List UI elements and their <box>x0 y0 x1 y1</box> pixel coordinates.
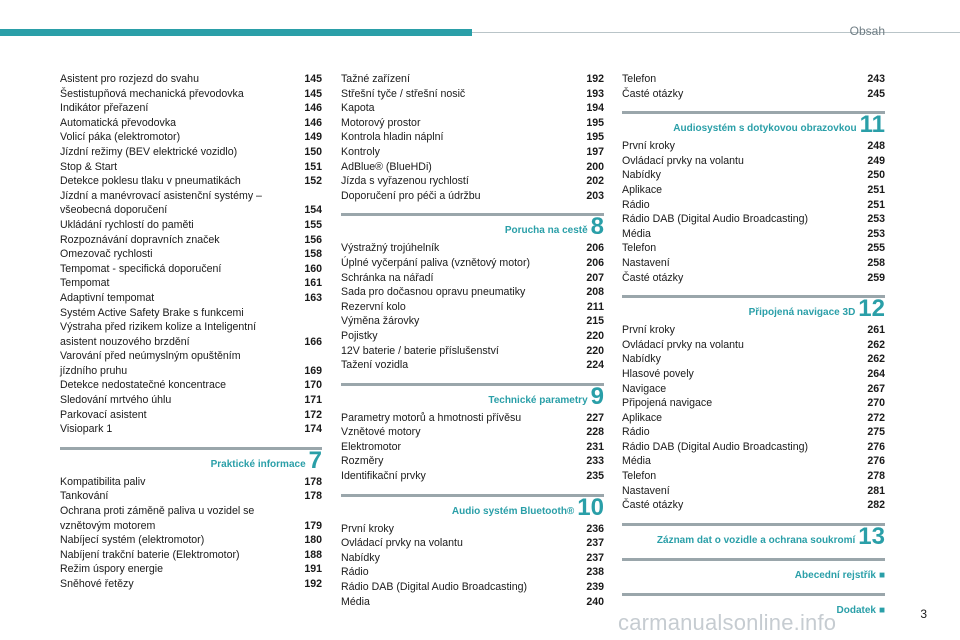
toc-entry-title: Střešní tyče / střešní nosič <box>341 87 466 100</box>
toc-entry[interactable] <box>341 411 604 426</box>
toc-entry[interactable] <box>341 314 604 329</box>
toc-entry[interactable] <box>341 565 604 580</box>
toc-entry-title: Ukládání rychlostí do paměti <box>60 218 194 231</box>
toc-entry-page: 237 <box>586 537 604 550</box>
toc-entry-page: 179 <box>304 519 322 532</box>
toc-entry-page: 151 <box>304 160 322 173</box>
toc-entry-page: 195 <box>586 131 604 144</box>
toc-entry[interactable] <box>60 548 322 563</box>
toc-entry[interactable] <box>622 498 885 513</box>
toc-entry[interactable] <box>60 393 322 408</box>
toc-entry-page: 282 <box>867 499 885 512</box>
toc-entry-title: Indikátor přeřazení <box>60 102 149 115</box>
toc-entry[interactable] <box>60 349 322 378</box>
toc-entry[interactable] <box>341 241 604 256</box>
toc-entry-title: Rezervní kolo <box>341 300 406 313</box>
toc-entry[interactable] <box>341 469 604 484</box>
toc-entry[interactable] <box>60 378 322 393</box>
toc-entry[interactable] <box>341 425 604 440</box>
toc-entry-page: 231 <box>586 440 604 453</box>
toc-entry[interactable] <box>622 139 885 154</box>
toc-entry[interactable] <box>622 440 885 455</box>
toc-entry-title: Kompatibilita paliv <box>60 475 146 488</box>
toc-entry-page: 267 <box>867 382 885 395</box>
toc-entry[interactable] <box>341 344 604 359</box>
toc-entry-title: Doporučení pro péči a údržbu <box>341 189 481 202</box>
toc-entry-page: 169 <box>304 364 322 377</box>
toc-entry[interactable] <box>341 72 604 87</box>
toc-entry-title: Časté otázky <box>622 499 684 512</box>
toc-entry-page: 236 <box>586 522 604 535</box>
toc-entry[interactable] <box>60 116 322 131</box>
toc-entry-page: 163 <box>304 291 322 304</box>
toc-entry-title: Stop & Start <box>60 160 118 173</box>
toc-entry-title: Kontroly <box>341 145 380 158</box>
toc-entry[interactable] <box>341 189 604 204</box>
toc-entry[interactable] <box>622 382 885 397</box>
section-title: Audiosystém s dotykovou obrazovkou <box>673 123 857 135</box>
section-heading-8[interactable] <box>341 213 604 241</box>
toc-entry-page: 206 <box>586 242 604 255</box>
toc-entry[interactable] <box>60 422 322 437</box>
toc-entry-title: Systém Active Safety Brake s funkcemi Výstraha před rizikem kolize a Inteligentní asistent nouzového brzdění <box>60 306 257 348</box>
toc-entry-title: Volicí páka (elektromotor) <box>60 131 181 144</box>
toc-entry-title: Tankování <box>60 490 109 503</box>
toc-entry-page: 258 <box>867 256 885 269</box>
toc-entry-title: Sada pro dočasnou opravu pneumatiky <box>341 286 526 299</box>
section-title: Záznam dat o vozidle a ochrana soukromí <box>656 534 856 546</box>
toc-entry-title: Jízda s vyřazenou rychlostí <box>341 175 469 188</box>
toc-entry-title: Připojená navigace <box>622 397 713 410</box>
toc-entry[interactable] <box>341 174 604 189</box>
toc-entry-title: Telefon <box>622 73 657 85</box>
toc-entry-title: Časté otázky <box>622 271 684 284</box>
toc-entry-page: 275 <box>867 426 885 439</box>
toc-entry-title: Pojistky <box>341 329 378 342</box>
toc-entry[interactable] <box>341 329 604 344</box>
toc-entry-title: Rádio <box>622 426 650 439</box>
toc-entry[interactable] <box>341 454 604 469</box>
toc-entry[interactable] <box>60 174 322 189</box>
section-heading-10[interactable] <box>341 494 604 519</box>
toc-entry-page: 145 <box>304 73 322 85</box>
toc-entry-title: Detekce nedostatečné koncentrace <box>60 379 227 392</box>
toc-entry-title: Jízdní režimy (BEV elektrické vozidlo) <box>60 145 238 158</box>
toc-entry-page: 194 <box>586 102 604 115</box>
toc-entry-title: Parkovací asistent <box>60 408 147 421</box>
section-heading-13[interactable] <box>622 523 885 548</box>
toc-entry[interactable] <box>622 396 885 411</box>
toc-entry-page: 220 <box>586 344 604 357</box>
toc-entry-page: 238 <box>586 566 604 579</box>
page-title: Obsah <box>849 24 885 38</box>
toc-entry[interactable] <box>341 130 604 145</box>
toc-entry[interactable] <box>341 145 604 160</box>
toc-entry-page: 264 <box>867 367 885 380</box>
toc-entry[interactable] <box>341 580 604 595</box>
toc-entry-page: 255 <box>867 242 885 255</box>
toc-entry[interactable] <box>60 247 322 262</box>
toc-entry[interactable] <box>341 595 604 610</box>
section-title: Abecední rejstřík <box>794 569 876 581</box>
toc-entry-page: 253 <box>867 213 885 226</box>
section-heading-12[interactable] <box>622 295 885 323</box>
toc-entry[interactable] <box>60 87 322 102</box>
toc-entry-title: Omezovač rychlosti <box>60 248 153 261</box>
section-heading-11[interactable] <box>622 111 885 139</box>
section-number: 10 <box>577 493 604 521</box>
toc-entry[interactable] <box>341 522 604 537</box>
header-accent-bar <box>0 29 472 36</box>
toc-entry-page: 237 <box>586 551 604 564</box>
toc-entry-title: Telefon <box>622 470 657 483</box>
section-number: 7 <box>308 446 322 474</box>
toc-entry-page: 281 <box>867 484 885 497</box>
toc-entry[interactable] <box>622 212 885 227</box>
toc-entry-title: Režim úspory energie <box>60 563 164 576</box>
toc-entry-page: 178 <box>304 475 322 488</box>
toc-entry[interactable] <box>622 367 885 382</box>
toc-entry-page: 146 <box>304 102 322 115</box>
toc-entry[interactable] <box>341 271 604 286</box>
toc-entry-page: 240 <box>586 595 604 608</box>
toc-entry-page: 161 <box>304 277 322 290</box>
toc-entry-page: 152 <box>304 175 322 188</box>
toc-entry-page: 259 <box>867 271 885 284</box>
toc-list <box>60 72 322 437</box>
section-number: 11 <box>859 111 885 139</box>
toc-entry-page: 272 <box>867 411 885 424</box>
toc-entry[interactable] <box>60 218 322 233</box>
toc-entry[interactable] <box>60 72 322 87</box>
toc-entry-page: 239 <box>586 581 604 594</box>
toc-entry-title: Parametry motorů a hmotnosti přívěsu <box>341 411 522 424</box>
toc-entry-title: Identifikační prvky <box>341 470 426 483</box>
toc-entry-title: Média <box>622 455 651 468</box>
toc-entry-page: 170 <box>304 379 322 392</box>
toc-entry[interactable] <box>60 504 322 533</box>
toc-entry-title: Ovládací prvky na volantu <box>341 537 463 550</box>
toc-entry[interactable] <box>60 233 322 248</box>
toc-entry-page: 154 <box>304 204 322 217</box>
toc-entry-page: 192 <box>586 73 604 85</box>
toc-entry[interactable] <box>60 145 322 160</box>
toc-entry-title: Motorový prostor <box>341 116 421 129</box>
toc-entry-title: Telefon <box>622 242 657 255</box>
toc-entry[interactable] <box>622 323 885 338</box>
toc-entry-page: 160 <box>304 262 322 275</box>
toc-entry-page: 248 <box>867 140 885 153</box>
toc-entry-page: 192 <box>304 578 322 590</box>
toc-entry[interactable] <box>60 489 322 504</box>
toc-entry-title: Tažné zařízení <box>341 73 410 85</box>
toc-column-2 <box>341 72 604 609</box>
toc-entry[interactable] <box>622 241 885 256</box>
toc-entry-page: 171 <box>304 394 322 407</box>
toc-entry[interactable] <box>60 291 322 306</box>
toc-list <box>341 241 604 372</box>
toc-entry-title: Média <box>341 595 370 608</box>
toc-entry-title: Detekce poklesu tlaku v pneumatikách <box>60 175 241 188</box>
toc-entry-title: Navigace <box>622 382 667 395</box>
toc-entry-title: První kroky <box>622 324 675 337</box>
toc-entry-page: 278 <box>867 470 885 483</box>
toc-entry-page: 227 <box>586 411 604 424</box>
section-title: Připojená navigace 3D <box>748 307 856 319</box>
toc-entry-title: Aplikace <box>622 411 663 424</box>
toc-list <box>60 475 322 592</box>
toc-entry-title: Ovládací prvky na volantu <box>622 154 744 167</box>
toc-entry[interactable] <box>622 454 885 469</box>
toc-entry-title: Nabídky <box>622 169 661 182</box>
toc-entry[interactable] <box>341 101 604 116</box>
toc-entry-page: 206 <box>586 256 604 269</box>
toc-entry[interactable] <box>622 227 885 242</box>
toc-entry-title: Tempomat <box>60 277 110 290</box>
toc-entry-title: Schránka na nářadí <box>341 271 434 284</box>
section-heading-9[interactable] <box>341 383 604 408</box>
toc-entry-page: 172 <box>304 408 322 421</box>
toc-entry-page: 166 <box>304 335 322 348</box>
section-number: 13 <box>858 522 885 550</box>
toc-entry-title: Asistent pro rozjezd do svahu <box>60 73 199 85</box>
toc-list <box>341 522 604 610</box>
toc-entry-title: Časté otázky <box>622 87 684 100</box>
toc-entry[interactable] <box>622 256 885 271</box>
toc-entry[interactable] <box>341 551 604 566</box>
toc-entry-page: 200 <box>586 160 604 173</box>
toc-entry-page: 243 <box>867 73 885 85</box>
toc-entry-title: Rozměry <box>341 455 384 468</box>
toc-entry-title: Nabíjecí systém (elektromotor) <box>60 534 205 547</box>
toc-entry-title: Rádio DAB (Digital Audio Broadcasting) <box>341 581 528 594</box>
toc-entry[interactable] <box>60 577 322 592</box>
toc-entry-title: Kapota <box>341 102 375 115</box>
toc-entry-page: 261 <box>867 324 885 337</box>
toc-entry-title: Elektromotor <box>341 440 402 453</box>
section-number: 12 <box>858 295 885 323</box>
toc-entry[interactable] <box>622 338 885 353</box>
toc-entry[interactable] <box>622 484 885 499</box>
header-rule <box>472 32 960 33</box>
toc-entry-page: 158 <box>304 248 322 261</box>
toc-entry[interactable] <box>341 116 604 131</box>
toc-entry[interactable] <box>60 533 322 548</box>
section-title: Dodatek <box>836 604 876 616</box>
toc-list <box>341 411 604 484</box>
toc-entry[interactable] <box>60 562 322 577</box>
toc-entry-title: Visiopark 1 <box>60 423 113 436</box>
toc-entry-page: 145 <box>304 87 322 100</box>
toc-list <box>622 72 885 101</box>
toc-entry-page: 193 <box>586 87 604 100</box>
square-marker-icon: ■ <box>878 569 885 581</box>
toc-entry-page: 155 <box>304 218 322 231</box>
toc-entry-title: Úplné vyčerpání paliva (vznětový motor) <box>341 256 531 269</box>
section-heading-7[interactable] <box>60 447 322 472</box>
toc-entry-title: AdBlue® (BlueHDi) <box>341 160 432 173</box>
toc-entry-title: Rádio <box>341 566 369 579</box>
toc-entry-page: 149 <box>304 131 322 144</box>
toc-list <box>622 323 885 513</box>
toc-entry[interactable] <box>60 408 322 423</box>
section-number: 8 <box>590 213 604 241</box>
toc-entry-title: Adaptivní tempomat <box>60 291 155 304</box>
toc-entry[interactable] <box>341 256 604 271</box>
toc-entry[interactable] <box>60 306 322 350</box>
toc-entry-page: 178 <box>304 490 322 503</box>
toc-entry-page: 202 <box>586 175 604 188</box>
toc-entry-title: Jízdní a manévrovací asistenční systémy – všeobecná doporučení <box>60 189 262 217</box>
toc-column-3 <box>622 72 885 621</box>
toc-entry-title: Nastavení <box>622 256 670 269</box>
toc-entry[interactable] <box>60 101 322 116</box>
toc-entry-page: 233 <box>586 455 604 468</box>
section-title: Audio systém Bluetooth® <box>451 505 575 517</box>
toc-entry-title: Rádio <box>622 198 650 211</box>
toc-entry[interactable] <box>622 87 885 102</box>
section-title: Technické parametry <box>488 394 588 406</box>
toc-entry-page: 211 <box>586 300 604 313</box>
toc-entry-title: Rádio DAB (Digital Audio Broadcasting) <box>622 440 809 453</box>
toc-entry-title: Automatická převodovka <box>60 116 177 129</box>
toc-entry-page: 191 <box>304 563 322 576</box>
toc-entry-page: 245 <box>867 87 885 100</box>
toc-entry[interactable] <box>622 425 885 440</box>
toc-entry-page: 276 <box>867 455 885 468</box>
toc-entry-page: 249 <box>867 154 885 167</box>
toc-entry-page: 156 <box>304 233 322 246</box>
toc-entry-title: Výstražný trojúhelník <box>341 242 440 255</box>
toc-entry-page: 253 <box>867 227 885 240</box>
toc-entry[interactable] <box>341 536 604 551</box>
toc-entry-title: Ovládací prvky na volantu <box>622 338 744 351</box>
toc-entry-title: Aplikace <box>622 183 663 196</box>
toc-entry-page: 228 <box>586 426 604 439</box>
toc-entry[interactable] <box>622 198 885 213</box>
watermark: carmanualsonline.info <box>618 610 837 635</box>
toc-entry-title: První kroky <box>341 522 394 535</box>
toc-entry-page: 224 <box>586 359 604 372</box>
toc-entry[interactable] <box>622 469 885 484</box>
toc-entry-title: Nabíjení trakční baterie (Elektromotor) <box>60 548 240 561</box>
toc-entry-title: Hlasové povely <box>622 367 694 380</box>
toc-entry-title: Nastavení <box>622 484 670 497</box>
toc-entry[interactable] <box>341 87 604 102</box>
toc-entry[interactable] <box>341 300 604 315</box>
toc-entry[interactable] <box>60 160 322 175</box>
toc-entry-title: Výměna žárovky <box>341 315 420 328</box>
toc-entry-title: Rozpoznávání dopravních značek <box>60 233 220 246</box>
toc-entry[interactable] <box>60 130 322 145</box>
toc-entry[interactable] <box>622 154 885 169</box>
toc-entry[interactable] <box>341 358 604 373</box>
toc-entry[interactable] <box>622 411 885 426</box>
toc-entry[interactable] <box>341 440 604 455</box>
toc-entry-page: 208 <box>586 286 604 299</box>
toc-entry-page: 203 <box>586 189 604 202</box>
toc-list <box>622 139 885 285</box>
toc-entry-title: Nabídky <box>341 551 380 564</box>
toc-entry[interactable] <box>622 271 885 286</box>
toc-entry-page: 276 <box>867 440 885 453</box>
toc-entry-title: 12V baterie / baterie příslušenství <box>341 344 499 357</box>
toc-entry-title: Sněhové řetězy <box>60 578 134 590</box>
toc-entry-title: Tažení vozidla <box>341 359 409 372</box>
toc-entry-page: 250 <box>867 169 885 182</box>
section-heading-index[interactable] <box>622 558 885 583</box>
toc-entry-title: Kontrola hladin náplní <box>341 131 444 144</box>
toc-entry[interactable] <box>60 262 322 277</box>
toc-entry-title: Média <box>622 227 651 240</box>
toc-entry-title: Šestistupňová mechanická převodovka <box>60 87 244 100</box>
toc-entry[interactable] <box>622 168 885 183</box>
toc-entry-page: 251 <box>867 183 885 196</box>
toc-entry[interactable] <box>622 183 885 198</box>
toc-entry-page: 207 <box>586 271 604 284</box>
toc-entry-page: 262 <box>867 353 885 366</box>
toc-list <box>341 72 604 203</box>
section-title: Porucha na cestě <box>504 225 588 237</box>
toc-entry-title: Nabídky <box>622 353 661 366</box>
toc-entry[interactable] <box>341 160 604 175</box>
toc-entry-page: 150 <box>304 145 322 158</box>
toc-entry-page: 235 <box>586 470 604 483</box>
section-title: Praktické informace <box>210 458 306 470</box>
square-marker-icon: ■ <box>878 604 885 616</box>
toc-entry-title: Varování před neúmyslným opuštěním jízdního pruhu <box>60 350 241 377</box>
toc-entry-title: Sledování mrtvého úhlu <box>60 394 172 407</box>
toc-entry-title: Tempomat - specifická doporučení <box>60 262 222 275</box>
toc-entry-page: 180 <box>304 534 322 547</box>
toc-entry-title: První kroky <box>622 140 675 153</box>
toc-entry-title: Vznětové motory <box>341 426 421 439</box>
toc-entry-page: 174 <box>304 423 322 436</box>
toc-entry-page: 188 <box>304 548 322 561</box>
toc-column-1 <box>60 72 322 592</box>
toc-entry-page: 195 <box>586 116 604 129</box>
toc-entry-title: Ochrana proti záměně paliva u vozidel se vznětovým motorem <box>60 505 255 532</box>
page-number: 3 <box>920 607 927 621</box>
toc-entry-page: 146 <box>304 116 322 129</box>
toc-entry[interactable] <box>622 72 885 87</box>
toc-entry[interactable] <box>60 189 322 218</box>
toc-entry-page: 197 <box>586 145 604 158</box>
toc-entry[interactable] <box>60 276 322 291</box>
toc-entry-title: Rádio DAB (Digital Audio Broadcasting) <box>622 213 809 226</box>
section-number: 9 <box>590 382 604 410</box>
toc-entry-page: 215 <box>586 315 604 328</box>
toc-entry[interactable] <box>622 352 885 367</box>
toc-entry-page: 262 <box>867 338 885 351</box>
toc-entry-page: 270 <box>867 397 885 410</box>
toc-entry[interactable] <box>60 475 322 490</box>
toc-entry[interactable] <box>341 285 604 300</box>
toc-entry-page: 251 <box>867 198 885 211</box>
toc-entry-page: 220 <box>586 329 604 342</box>
